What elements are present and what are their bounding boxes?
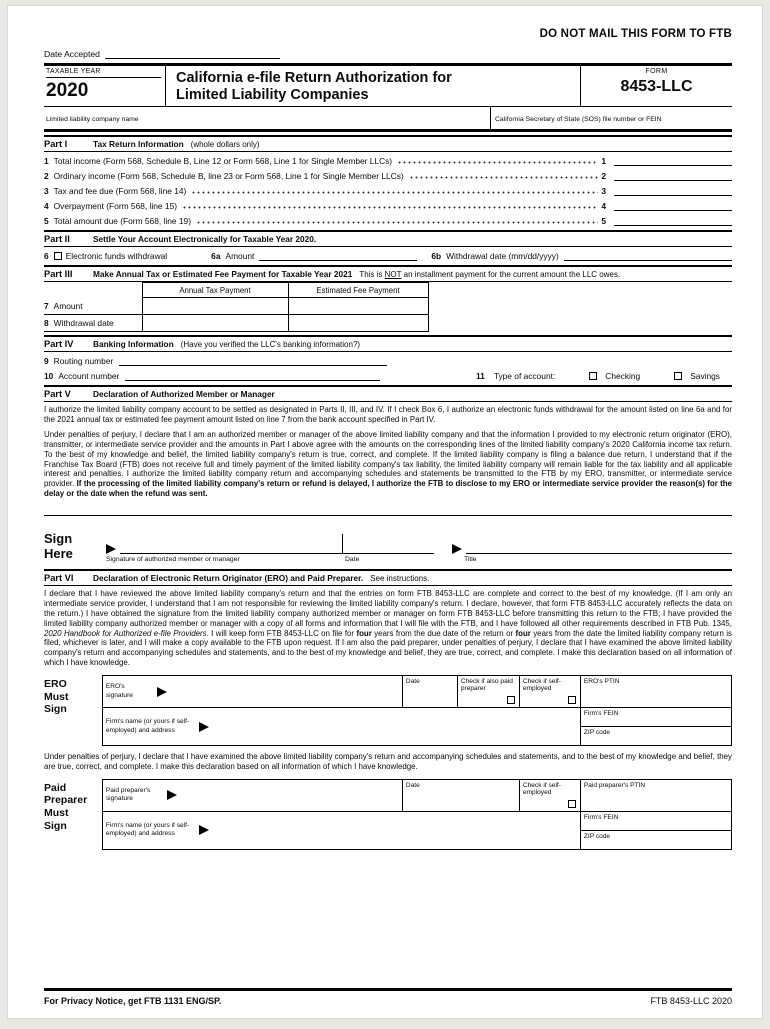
dot-leader (409, 176, 599, 179)
line5-ref: 5 (601, 215, 606, 226)
part6-note: See instructions. (370, 574, 430, 584)
dot-leader (182, 206, 598, 209)
preparer-date-cell[interactable] (402, 779, 519, 811)
line4-number: 4 (44, 200, 49, 211)
signature-caption: Signature of authorized member or manager (106, 556, 240, 564)
part2-title: Settle Your Account Electronically for Taxable Year 2020. (93, 234, 317, 245)
sos-fein-field[interactable] (490, 107, 732, 129)
part1-label: Part I (44, 139, 68, 150)
ero-firm-arrow-icon (199, 722, 209, 732)
part1-line-2 (44, 167, 732, 182)
line5-number: 5 (44, 215, 49, 226)
part6-label: Part VI (44, 573, 74, 584)
part2-header (44, 230, 732, 247)
part3-label: Part III (44, 269, 73, 280)
row8-label-cell: 8 Withdrawal date (44, 315, 142, 332)
line5-amount-field[interactable] (614, 216, 732, 226)
dot-leader (397, 161, 598, 164)
routing-number-field[interactable] (119, 356, 387, 366)
empty-corner (44, 283, 142, 298)
line9-label: Routing number (53, 355, 114, 366)
line4-text: Overpayment (Form 568, line 15) (53, 200, 178, 211)
part6-declaration-paragraph: I declare that I have reviewed the above limited liability company's return and that the entries on form FTB 8453-LLC are complete and correct to the best of my knowledge. (If I am only an intermediate service provider, I understand that I am not responsible for reviewing the limited liability company's return. I declare, however, that form FTB 8453-LLC accurately reflects the data on the return.) I have obtained the signature from the limited liability company authorized member or manager on form FTB 8453-LLC before transmitting this return to the FTB; I have provided the limited liability company authorized member or manager with a copy of all forms and information that I will file with the FTB, and I have followed all other requirements described in FTB Pub. 1345, 2020 Handbook for Authorized e-file Providers. I will keep form FTB 8453-LLC on file for four years from the due date of the return or four years from the date the limited liability company return is filed, whichever is later, and I will make a copy available to the FTB upon request. If I am also the paid preparer, under penalties of perjury, I declare that I have examined the above limited liability company's return and accompanying schedules and statements, and to the best of my knowledge and belief, they are true, correct, and complete. I make this declaration based on all information of which I have knowledge. (44, 589, 732, 668)
part2-line-6 (44, 247, 732, 262)
line4-amount-field[interactable] (614, 201, 732, 211)
signature-area (106, 532, 732, 563)
estimated-fee-withdrawal-date-cell[interactable] (288, 315, 428, 332)
preparer-firm-fein-label: Firm's FEIN (583, 813, 619, 821)
dot-leader (196, 221, 598, 224)
part1-line-3 (44, 182, 732, 197)
ero-table (102, 675, 732, 746)
line9-number: 9 (44, 355, 49, 366)
date-accepted-field[interactable] (105, 49, 280, 59)
title-caption: Title (464, 556, 477, 564)
annual-tax-payment-header: Annual Tax Payment (142, 283, 288, 298)
ero-firm-fein-label: Firm's FEIN (583, 710, 619, 718)
part5-header (44, 385, 732, 402)
account-type-group (476, 371, 732, 381)
line6a-number: 6a (211, 250, 221, 261)
estimated-fee-payment-header: Estimated Fee Payment (288, 283, 428, 298)
line3-text: Tax and fee due (Form 568, line 14) (53, 185, 187, 196)
ero-ptin-label: ERO's PTIN (583, 678, 620, 686)
part5-title: Declaration of Authorized Member or Manager (93, 389, 275, 400)
ero-firm-name-cell[interactable] (102, 708, 580, 746)
line6a-label: Amount (225, 250, 255, 261)
preparer-firm-arrow-icon (199, 825, 209, 835)
line3-number: 3 (44, 185, 49, 196)
paid-preparer-section (44, 779, 732, 850)
part4-label: Part IV (44, 339, 74, 350)
title-arrow-icon (452, 544, 462, 554)
line4-ref: 4 (601, 200, 606, 211)
part4-note: (Have you verified the LLC's banking information?) (180, 340, 361, 350)
form-id-footer: FTB 8453-LLC 2020 (650, 996, 732, 1006)
do-not-mail-warning: DO NOT MAIL THIS FORM TO FTB (539, 28, 732, 40)
company-name-field[interactable] (44, 107, 490, 129)
line1-ref: 1 (601, 155, 606, 166)
preparer-firm-name-label: Firm's name (or yours if self-employed) and address (105, 822, 190, 838)
member-title-field[interactable] (466, 534, 732, 554)
ero-firm-fein-cell[interactable] (580, 708, 731, 727)
line2-number: 2 (44, 170, 49, 181)
preparer-self-employed-checkbox[interactable] (568, 800, 576, 808)
line2-ref: 2 (601, 170, 606, 181)
account-number-field[interactable] (125, 371, 380, 381)
part1-line-1 (44, 152, 732, 167)
paid-preparer-table (102, 779, 732, 850)
ero-signature-arrow-icon (157, 687, 167, 697)
line10-number: 10 (44, 370, 54, 381)
ero-section (44, 675, 732, 746)
preparer-signature-arrow-icon (167, 790, 177, 800)
annual-tax-withdrawal-date-cell[interactable] (142, 315, 288, 332)
savings-label: Savings (690, 370, 720, 381)
ero-also-paid-preparer-checkbox[interactable] (507, 696, 515, 704)
ero-zip-cell[interactable] (580, 727, 731, 746)
ero-check-self-employed-label: Check if self-employed (522, 678, 561, 693)
part3-title: Make Annual Tax or Estimated Fee Payment for Taxable Year 2021 (93, 269, 353, 280)
line6b-number: 6b (431, 250, 442, 261)
ero-date-label: Date (405, 678, 420, 686)
part3-header (44, 265, 732, 282)
ero-check-paid-preparer-cell (457, 676, 519, 708)
line10-label: Account number (58, 370, 120, 381)
form-title-line1: California e-file Return Authorization for (176, 70, 452, 86)
part5-paragraph-2: Under penalties of perjury, I declare that I am an authorized member or manager of the above limited liability company and that the information I provided to my electronic return originator (ERO), transmitter, or intermediate service provider and the amounts in Part I above agree with the amounts on the corresponding lines of the limited liability company's 2020 California income tax return. To the best of my knowledge and belief, the limited liability company's return is true, correct, and complete. If the limited liability company is filing a balance due return, I understand that if the Franchise Tax Board (FTB) does not receive full and timely payment of the limited liability company's tax liability, the limited liability company will remain liable for the tax liability and all applicable interest and penalties. I authorize the limited liability company return and accompanying schedules and statements be transmitted to the FTB by my ERO, transmitter, or intermediate service provider. If the processing of the limited liability company's return or refund is delayed, I authorize the FTB to disclose to my ERO or intermediate service provider the reason(s) for the delay or the date when the refund was sent. (44, 429, 732, 499)
taxable-year-box (44, 66, 166, 106)
part3-note: This is NOT an installment payment for the current amount the LLC owes. (359, 270, 621, 280)
form-header-band (44, 63, 732, 107)
line2-text: Ordinary income (Form 568, Schedule B, line 23 or Form 568, Line 1 for Single Member LLCs) (53, 170, 404, 181)
part4-title: Banking Information (93, 339, 174, 350)
part1-note: (whole dollars only) (190, 140, 260, 150)
checking-checkbox[interactable] (589, 372, 597, 380)
part1-line-4 (44, 197, 732, 212)
part1-header (44, 135, 732, 152)
annual-tax-amount-cell[interactable] (142, 298, 288, 315)
part4-line-9 (44, 352, 732, 367)
checking-label: Checking (605, 370, 641, 381)
ero-must-sign-heading: ERO Must Sign (44, 678, 69, 716)
taxable-year-label: TAXABLE YEAR (46, 68, 161, 78)
ero-check-self-employed-cell (519, 676, 580, 708)
form-title (166, 66, 580, 106)
line1-amount-field[interactable] (614, 156, 732, 166)
estimated-fee-amount-cell[interactable] (288, 298, 428, 315)
ero-signature-cell[interactable] (102, 676, 402, 708)
privacy-notice: For Privacy Notice, get FTB 1131 ENG/SP. (44, 996, 222, 1006)
form-number: 8453-LLC (620, 78, 693, 95)
ero-firm-name-label: Firm's name (or yours if self-employed) and address (105, 718, 190, 734)
company-identity-row (44, 107, 732, 132)
member-signature-field[interactable] (120, 534, 342, 554)
ero-check-paid-preparer-label: Check if also paid preparer (460, 678, 513, 693)
paid-preparer-must-sign-heading: Paid Preparer Must Sign (44, 781, 88, 832)
signature-arrow-icon (106, 544, 116, 554)
preparer-date-label: Date (405, 781, 420, 789)
line11-number: 11 (475, 370, 485, 381)
part6-title: Declaration of Electronic Return Originator (ERO) and Paid Preparer. (93, 573, 364, 584)
sos-fein-label: California Secretary of State (SOS) file number or FEIN (495, 116, 662, 124)
date-accepted-row (44, 49, 732, 59)
part3-payment-table (44, 282, 732, 332)
form-label: FORM (645, 68, 668, 75)
line11-label: Type of account: (493, 370, 556, 381)
line1-number: 1 (44, 155, 49, 166)
page-footer (44, 988, 732, 1006)
part6-header (44, 569, 732, 586)
part1-title: Tax Return Information (93, 139, 184, 150)
preparer-firm-name-cell[interactable] (102, 811, 580, 849)
dot-leader (191, 191, 598, 194)
ero-signature-label: ERO's signature (105, 683, 133, 699)
date-caption: Date (345, 556, 360, 564)
preparer-check-self-employed-label: Check if self-employed (522, 781, 561, 796)
sign-here-section (44, 515, 732, 566)
part5-paragraph-1: I authorize the limited liability company account to be settled as designated in Parts II, III, and IV. If I check Box 6, I authorize an electronic funds withdrawal for the amount listed on line 6a and for the 2021 annual tax or estimated fee payment amount listed on line 7 from the bank account specified in Part IV. (44, 405, 732, 425)
line6a-amount-field[interactable] (259, 251, 417, 261)
part2-label: Part II (44, 234, 70, 245)
line2-amount-field[interactable] (614, 171, 732, 181)
sign-here-heading: Sign Here (44, 531, 73, 561)
member-signature-date-field[interactable] (342, 534, 434, 554)
line3-amount-field[interactable] (614, 186, 732, 196)
preparer-signature-label: Paid preparer's signature (105, 787, 151, 803)
line6b-date-field[interactable] (564, 251, 732, 261)
savings-checkbox[interactable] (674, 372, 682, 380)
line5-text: Total amount due (Form 568, line 19) (53, 215, 191, 226)
line6-number: 6 (44, 250, 49, 261)
line1-text: Total income (Form 568, Schedule B, Line 12 or Form 568, Line 1 for Single Member LLCs) (53, 155, 393, 166)
taxable-year-value: 2020 (46, 80, 89, 101)
electronic-funds-withdrawal-checkbox[interactable] (54, 252, 62, 260)
paid-preparer-declaration: Under penalties of perjury, I declare that I have examined the above limited liability company's return and accompanying schedules and statements, and to the best of my knowledge and belief, they are true, correct, and complete. I make this declaration based on all information of which I have knowledge. (44, 752, 732, 771)
form-8453-llc-page (7, 5, 763, 1019)
row7-label-cell: 7 Amount (44, 298, 142, 315)
preparer-check-self-employed-cell (519, 779, 580, 811)
preparer-firm-fein-cell[interactable] (580, 811, 731, 830)
date-accepted-label: Date Accepted (44, 49, 100, 59)
company-name-label: Limited liability company name (46, 116, 139, 124)
ero-zip-label: ZIP code (583, 729, 611, 737)
preparer-signature-cell[interactable] (102, 779, 402, 811)
preparer-ptin-cell[interactable] (580, 779, 731, 811)
part4-header (44, 335, 732, 352)
line6-text: Electronic funds withdrawal (65, 250, 168, 261)
preparer-zip-label: ZIP code (583, 832, 611, 840)
line3-ref: 3 (601, 185, 606, 196)
ero-ptin-cell[interactable] (580, 676, 731, 708)
part1-line-5 (44, 212, 732, 227)
form-title-line2: Limited Liability Companies (176, 87, 369, 104)
ero-self-employed-checkbox[interactable] (568, 696, 576, 704)
line6b-label: Withdrawal date (mm/dd/yyyy) (446, 250, 559, 261)
preparer-zip-cell[interactable] (580, 830, 731, 849)
part4-line-10 (44, 367, 732, 382)
part5-label: Part V (44, 389, 71, 400)
preparer-ptin-label: Paid preparer's PTIN (583, 781, 646, 789)
ero-date-cell[interactable] (402, 676, 457, 708)
form-number-box (580, 66, 732, 106)
